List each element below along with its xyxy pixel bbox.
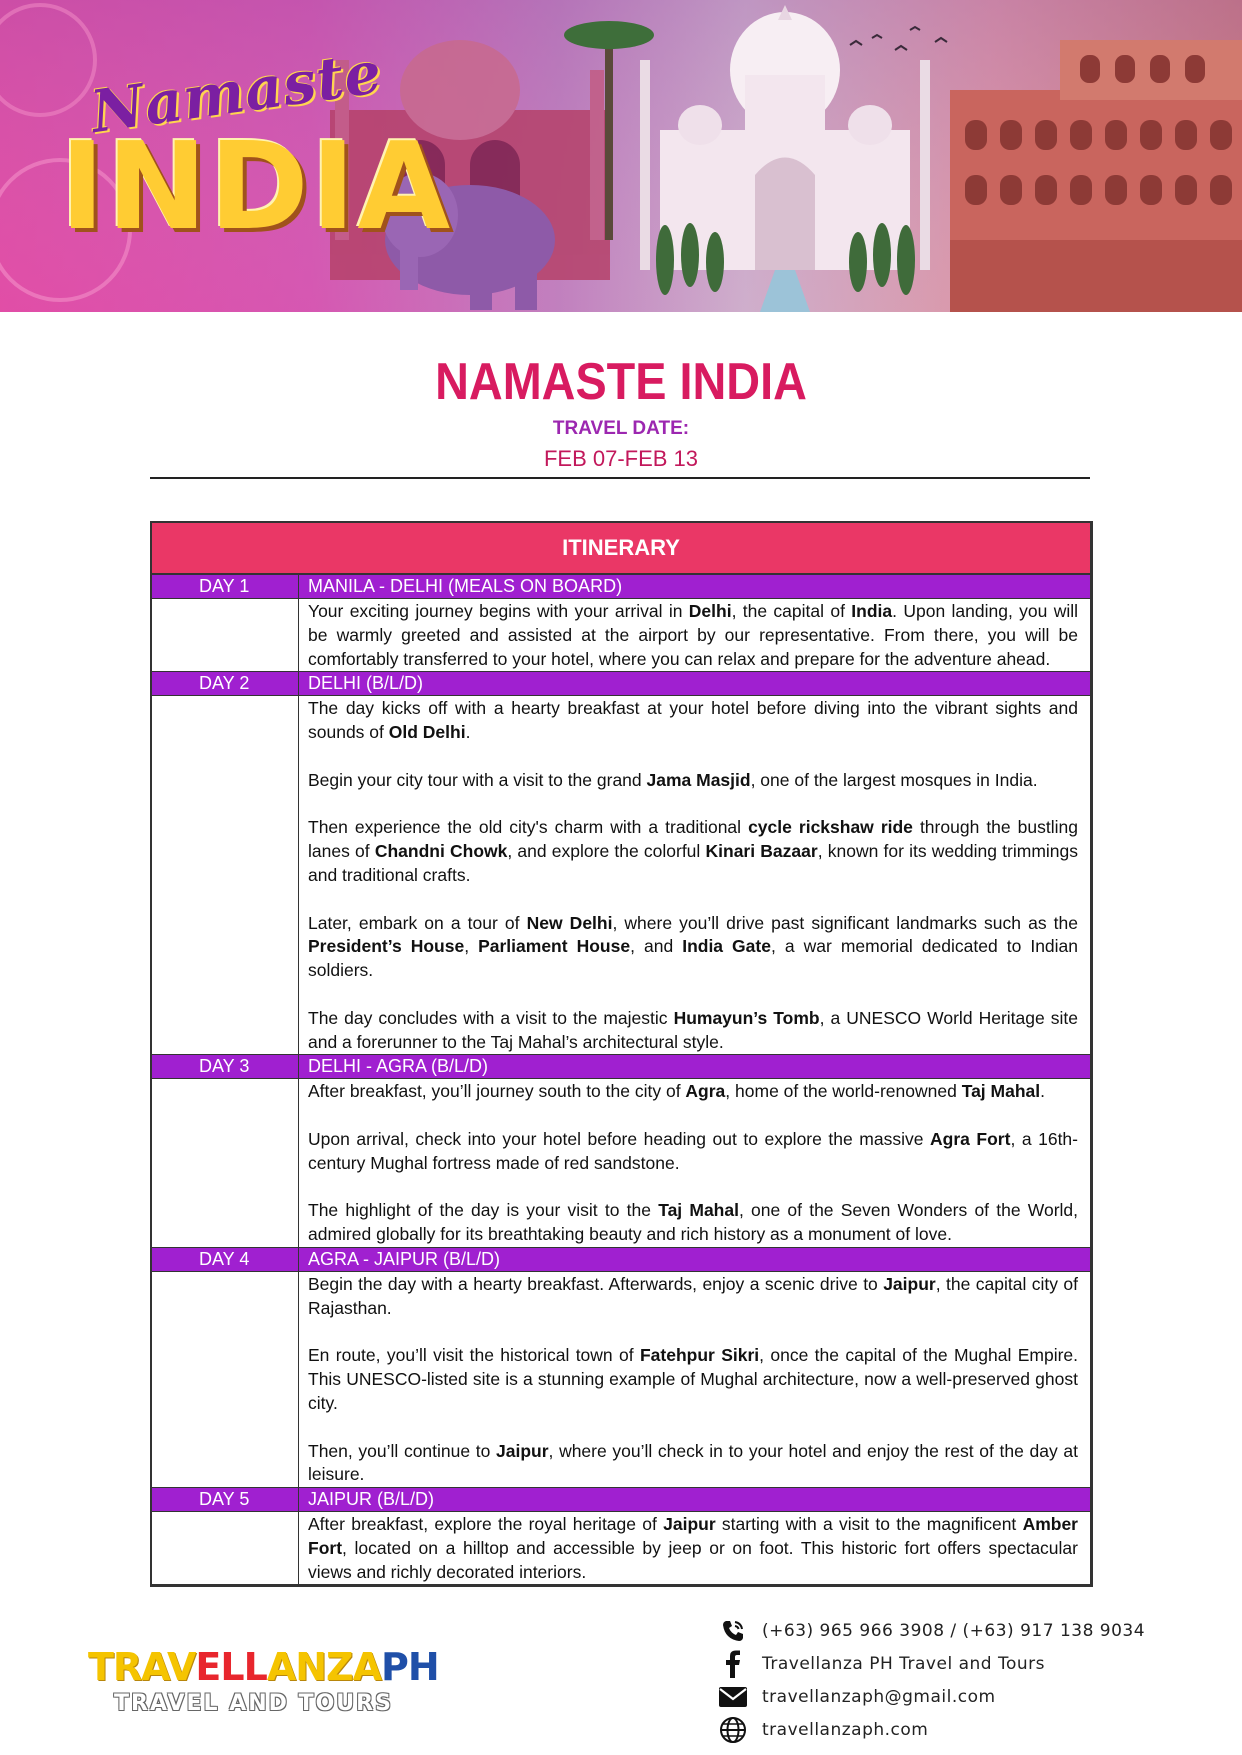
page-title: NAMASTE INDIA — [435, 353, 807, 411]
day-spacer-cell — [152, 1272, 299, 1487]
highlight-text: Parliament House — [478, 936, 631, 957]
contact-email-text: travellanzaph@gmail.com — [762, 1686, 996, 1707]
day-route: JAIPUR (B/L/D) — [308, 1489, 435, 1510]
highlight-text: New Delhi — [526, 912, 613, 933]
body-text: , a UNESCO World Heritage site and a forerunner to the Taj Mahal’s architectural style. — [308, 1007, 1078, 1052]
body-text: , located on a hilltop and accessible by jeep or on foot. This historic fort offers spectacular views and richly decorated interiors. — [308, 1537, 1078, 1582]
logo-big-text: INDIA — [60, 118, 453, 257]
highlight-text: Humayun’s Tomb — [673, 1007, 820, 1028]
travel-date-value: FEB 07-FEB 13 — [543, 446, 699, 471]
body-text: , a 16th-century Mughal fortress made of red sandstone. — [308, 1128, 1078, 1173]
body-text: . — [1040, 1081, 1046, 1102]
body-text: , once the capital of the Mughal Empire. This UNESCO-listed site is a stunning example of Mughal architecture, now a well-preserved ghost city. — [308, 1345, 1078, 1413]
description-paragraph — [308, 1344, 1078, 1415]
day-label: DAY 1 — [152, 575, 299, 598]
day-label: DAY 5 — [152, 1488, 299, 1511]
contact-email — [716, 1680, 1236, 1713]
day-body — [152, 1272, 1090, 1488]
body-text: . Upon landing, you will be warmly greeted and assisted at the airport by our representative. From there, you will be comfortably transferred to your hotel, where you can relax and prepare for the adventure ahead. — [308, 601, 1078, 669]
body-text: After breakfast, you’ll journey south to the city of — [308, 1081, 686, 1102]
highlight-text: President’s House — [308, 936, 465, 957]
body-text: . — [465, 722, 471, 743]
highlight-text: Jama Masjid — [646, 769, 751, 790]
body-text: , one of the Seven Wonders of the World, admired globally for its breathtaking beauty and rich history as a monument of love. — [308, 1200, 1079, 1245]
highlight-text: Taj Mahal — [961, 1081, 1041, 1102]
itinerary-days — [152, 575, 1090, 1584]
contact-website — [716, 1713, 1236, 1746]
phone-icon — [716, 1616, 750, 1646]
day-label: DAY 4 — [152, 1248, 299, 1271]
contact-facebook-text: Travellanza PH Travel and Tours — [762, 1653, 1045, 1674]
facebook-icon — [716, 1649, 750, 1679]
day-route: AGRA - JAIPUR (B/L/D) — [308, 1248, 501, 1269]
body-text: , the capital of — [731, 601, 852, 621]
day-description — [299, 696, 1090, 1054]
highlight-text: Fatehpur Sikri — [639, 1345, 760, 1366]
brand-name-part: ELL — [195, 1645, 267, 1689]
description-paragraph — [308, 697, 1078, 745]
highlight-text: Agra Fort — [930, 1128, 1011, 1149]
day-header — [152, 575, 1090, 599]
day-header — [152, 1488, 1090, 1512]
description-paragraph — [308, 912, 1078, 983]
body-text: through the bustling lanes of — [308, 817, 1078, 862]
description-paragraph — [308, 1080, 1078, 1104]
brand-name — [88, 1645, 439, 1689]
brand-name-part: ANZA — [266, 1645, 381, 1689]
day-body — [152, 1079, 1090, 1248]
highlight-text: Chandni Chowk — [374, 841, 508, 862]
day-header — [152, 672, 1090, 696]
day-description — [299, 599, 1090, 671]
body-text: Upon arrival, check into your hotel before heading out to explore the massive — [308, 1128, 930, 1149]
day-label: DAY 3 — [152, 1055, 299, 1078]
body-text: Later, embark on a tour of — [308, 912, 527, 933]
description-paragraph — [308, 769, 1078, 793]
highlight-text: India — [851, 601, 893, 621]
header-divider — [150, 477, 1090, 479]
body-text: Begin the day with a hearty breakfast. Afterwards, enjoy a scenic drive to — [308, 1273, 884, 1294]
body-text: The highlight of the day is your visit to the — [308, 1200, 659, 1221]
body-text: starting with a visit to the magnificent — [715, 1514, 1023, 1535]
day-route: MANILA - DELHI (MEALS ON BOARD) — [308, 576, 623, 596]
header-banner — [0, 0, 1242, 312]
day-body — [152, 1512, 1090, 1584]
brand-logo — [88, 1645, 439, 1716]
namaste-india-logo — [60, 37, 453, 257]
body-text: Begin your city tour with a visit to the grand — [308, 769, 647, 790]
day-description — [299, 1512, 1090, 1584]
description-paragraph — [308, 1273, 1078, 1321]
body-text: , and explore the colorful — [507, 841, 706, 862]
body-text: After breakfast, explore the royal heritage of — [308, 1514, 664, 1535]
highlight-text: Taj Mahal — [658, 1200, 739, 1221]
body-text: , known for its wedding trimmings and traditional crafts. — [308, 841, 1079, 885]
day-spacer-cell — [152, 599, 299, 671]
body-text: , — [464, 936, 479, 957]
itinerary-heading: ITINERARY — [152, 523, 1090, 575]
description-paragraph — [308, 600, 1078, 671]
day-description — [299, 1272, 1090, 1487]
body-text: , home of the world-renowned — [725, 1081, 962, 1102]
highlight-text: Amber Fort — [308, 1514, 1078, 1558]
day-body — [152, 696, 1090, 1055]
highlight-text: Old Delhi — [388, 722, 466, 743]
contact-phone — [716, 1614, 1236, 1647]
contact-list — [716, 1614, 1236, 1746]
brand-name-part: PH — [381, 1645, 439, 1689]
body-text: , a war memorial dedicated to Indian soldiers. — [308, 936, 1079, 981]
description-paragraph — [308, 1007, 1078, 1055]
travel-date-label: TRAVEL DATE: — [552, 418, 690, 439]
description-paragraph — [308, 1199, 1078, 1247]
body-text: Then experience the old city's charm with a traditional — [308, 817, 749, 838]
body-text: , where you’ll drive past significant landmarks such as the — [612, 912, 1078, 933]
day-spacer-cell — [152, 1079, 299, 1247]
body-text: The day concludes with a visit to the majestic — [308, 1007, 674, 1028]
contact-website-text: travellanzaph.com — [762, 1719, 929, 1740]
day-spacer-cell — [152, 1512, 299, 1584]
highlight-text: Jaipur — [663, 1514, 716, 1535]
day-route: DELHI - AGRA (B/L/D) — [308, 1056, 489, 1077]
brand-tagline: TRAVEL AND TOURS — [114, 1691, 393, 1716]
itinerary-table — [150, 521, 1093, 1587]
day-label: DAY 2 — [152, 672, 299, 695]
day-header — [152, 1055, 1090, 1079]
contact-facebook — [716, 1647, 1236, 1680]
body-text: , one of the largest mosques in India. — [750, 769, 1038, 790]
day-description — [299, 1079, 1090, 1247]
contact-phone-text: (+63) 965 966 3908 / (+63) 917 138 9034 — [762, 1620, 1146, 1641]
body-text: Your exciting journey begins with your arrival in — [308, 601, 689, 621]
highlight-text: Delhi — [688, 601, 732, 621]
highlight-text: Jaipur — [496, 1440, 549, 1461]
day-header — [152, 1248, 1090, 1272]
day-body — [152, 599, 1090, 672]
body-text: , and — [630, 936, 683, 957]
logo-script-text: Namaste — [86, 37, 387, 147]
day-spacer-cell — [152, 696, 299, 1054]
highlight-text: India Gate — [682, 936, 771, 957]
highlight-text: Jaipur — [883, 1273, 936, 1294]
description-paragraph — [308, 816, 1078, 887]
description-paragraph — [308, 1513, 1078, 1584]
highlight-text: Kinari Bazaar — [705, 841, 818, 862]
description-paragraph — [308, 1128, 1078, 1176]
body-text: , the capital city of Rajasthan. — [308, 1273, 1078, 1318]
day-route: DELHI (B/L/D) — [308, 673, 424, 694]
body-text: The day kicks off with a hearty breakfast at your hotel before diving into the vibrant sights and sounds of — [308, 698, 1078, 743]
description-paragraph — [308, 1440, 1078, 1488]
body-text: Then, you’ll continue to — [308, 1440, 497, 1461]
brand-name-part: TRAV — [88, 1645, 196, 1689]
highlight-text: Agra — [685, 1081, 726, 1102]
body-text: , where you’ll check in to your hotel and enjoy the rest of the day at leisure. — [308, 1440, 1078, 1485]
highlight-text: cycle rickshaw ride — [748, 817, 913, 838]
body-text: En route, you’ll visit the historical town of — [308, 1345, 640, 1366]
globe-icon — [716, 1715, 750, 1745]
email-icon — [716, 1682, 750, 1712]
